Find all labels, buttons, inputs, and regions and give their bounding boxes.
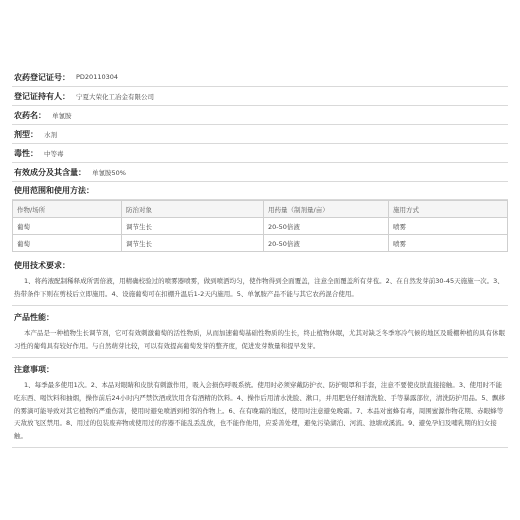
cell-dosage: 20-50倍液 bbox=[264, 235, 389, 252]
active-ingredient-value: 单氰胺50% bbox=[92, 168, 126, 177]
cell-dosage: 20-50倍液 bbox=[264, 218, 389, 235]
column-header-method: 施用方式 bbox=[389, 201, 508, 218]
pesticide-info-document bbox=[12, 68, 508, 448]
toxicity-value: 中等毒 bbox=[44, 149, 64, 158]
cell-method: 喷雾 bbox=[389, 218, 508, 235]
registration-number-value: PD20110304 bbox=[76, 73, 119, 81]
active-ingredient-row bbox=[12, 163, 508, 182]
product-performance-text: 本产品是一种植物生长调节剂，它可有效刺激葡萄的活性物质，从而加速葡萄基础性物质的生长，终止植物休眠，尤其对缺乏冬季寒冷气候的地区及暖棚种植的具有休眠习性的葡萄具有较好作用。与自然萌芽比较，可以有效提高葡萄发芽的整齐度，促进发芽数量和提早发芽。 bbox=[14, 329, 505, 350]
formulation-row bbox=[12, 125, 508, 144]
precautions-title: 注意事项： bbox=[14, 365, 54, 375]
cell-target: 调节生长 bbox=[122, 218, 264, 235]
precautions-text: 1、每季最多使用1次。2、本品对眼睛和皮肤有刺激作用，吸入会损伤呼吸系统。使用时必须穿戴防护衣、防护眼罩和手套，注意不要使皮肤直接接触。3、使用时不能吃东西、喝饮料和抽烟，操作前后24小时内严禁饮酒或饮用含有酒精的饮料。4、操作后用清水洗脸、漱口，并用肥皂仔细清洗脸、手等暴露部位，清洗防护用品。5、飘移的雾滴可能导致对其它植物的严重伤害，使用时避免喷洒到相邻的作物上。6、在有晚霜的地区，使用时注意避免晚霜。7、本品对蜜蜂有毒，周围蜜源作物花期、赤眼蜂等天敌放飞区禁用。8、用过的包装废弃物或使用过的容器不能乱丢乱放，也不能作他用，应妥善处理，避免污染湖泊、河流、池塘或溪流。9、避免孕妇及哺乳期的妇女接触。 bbox=[14, 381, 506, 440]
registrant-value: 宁夏大荣化工冶金有限公司 bbox=[76, 92, 154, 101]
cell-crop: 葡萄 bbox=[13, 235, 122, 252]
technical-requirements-title: 使用技术要求： bbox=[14, 261, 70, 270]
formulation-label: 剂型： bbox=[14, 129, 38, 139]
formulation-value: 水剂 bbox=[44, 130, 57, 139]
product-performance-title: 产品性能： bbox=[14, 313, 54, 323]
toxicity-label: 毒性： bbox=[14, 148, 38, 158]
registration-number-row bbox=[12, 68, 508, 87]
pesticide-name-label: 农药名： bbox=[14, 110, 46, 120]
registrant-row bbox=[12, 87, 508, 106]
pesticide-name-value: 单氰胺 bbox=[52, 111, 72, 120]
registration-number-label: 农药登记证号： bbox=[14, 72, 70, 82]
table-row bbox=[13, 218, 508, 235]
column-header-target: 防治对象 bbox=[122, 201, 264, 218]
usage-table-header bbox=[13, 201, 508, 218]
usage-section-title: 使用范围和使用方法： bbox=[12, 182, 508, 200]
toxicity-row bbox=[12, 144, 508, 163]
usage-table bbox=[12, 200, 508, 252]
technical-requirements-section bbox=[12, 254, 508, 306]
product-performance-section bbox=[12, 306, 508, 358]
column-header-crop: 作物/场所 bbox=[13, 201, 122, 218]
pesticide-name-row bbox=[12, 106, 508, 125]
registrant-label: 登记证持有人： bbox=[14, 91, 70, 101]
cell-crop: 葡萄 bbox=[13, 218, 122, 235]
table-row bbox=[13, 235, 508, 252]
cell-target: 调节生长 bbox=[122, 235, 264, 252]
active-ingredient-label: 有效成分及其含量： bbox=[14, 167, 86, 177]
technical-requirements-text: 1、将药液配制稀释成所需倍液，用精确校验过的喷雾器喷雾，做到喷洒均匀，使作物得到全面覆盖，注意全面覆盖所有芽苞。2、在自然发芽前30-45天施施一次。3、热带条件下则在剪枝后立即施用。4、设施葡萄可在扣棚升温后1-2天内施用。5、单氰胺产品不能与其它农药混合使用。 bbox=[14, 277, 504, 298]
cell-method: 喷雾 bbox=[389, 235, 508, 252]
column-header-dosage: 用药量（制剂量/亩） bbox=[264, 201, 389, 218]
precautions-section bbox=[12, 358, 508, 448]
